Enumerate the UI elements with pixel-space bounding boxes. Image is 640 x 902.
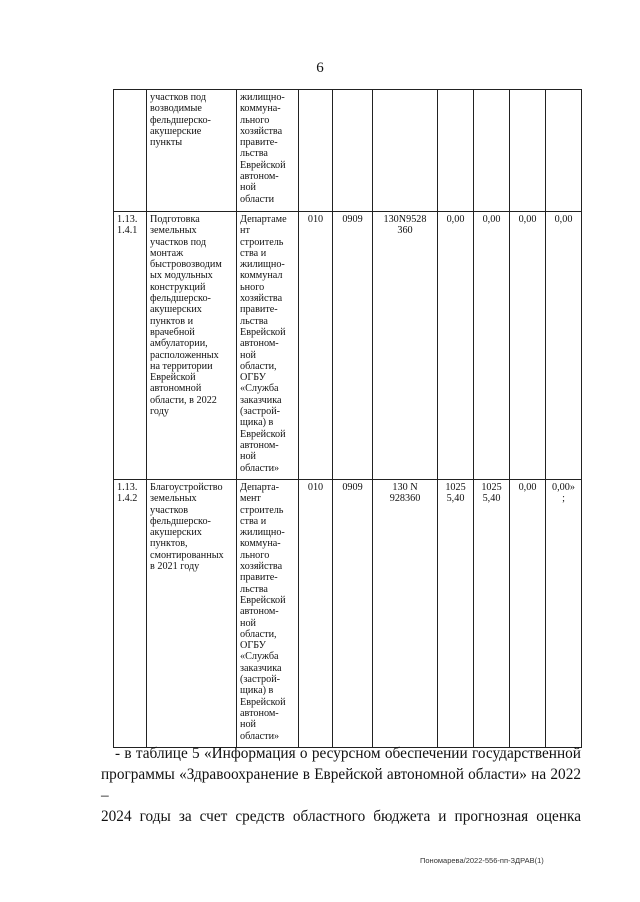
code-target: 130 N 928360 bbox=[373, 480, 438, 748]
table-row bbox=[114, 212, 582, 480]
row-number: 1.13. 1.4.1 bbox=[114, 212, 147, 480]
paragraph-line: - в таблице 5 «Информация о ресурсном обеспечении государственной bbox=[115, 745, 581, 762]
body-paragraph bbox=[101, 743, 581, 827]
row-number: 1.13. 1.4.2 bbox=[114, 480, 147, 748]
executor: Департа- мент строитель ства и жилищно- коммуна- льного хозяйства правите- льства Еврейской автоном- ной области, ОГБУ «Служба заказчика (застрой- щика) в Еврейской автоном- ной области» bbox=[237, 480, 299, 748]
code-section: 0909 bbox=[333, 480, 373, 748]
value-2023: 0,00 bbox=[510, 212, 546, 480]
table-row bbox=[114, 480, 582, 748]
document-footer: Пономарева/2022-556-пп-ЗДРАВ(1) bbox=[420, 856, 544, 865]
value-total: 1025 5,40 bbox=[438, 480, 474, 748]
code-section: 0909 bbox=[333, 212, 373, 480]
value-2022 bbox=[474, 90, 510, 212]
value-2024 bbox=[546, 90, 582, 212]
code-target bbox=[373, 90, 438, 212]
value-2023 bbox=[510, 90, 546, 212]
code-grbs: 010 bbox=[299, 480, 333, 748]
value-2023: 0,00 bbox=[510, 480, 546, 748]
activity-name: Благоустройство земельных участков фельдшерско- акушерских пунктов, смонтированных в 2021 году bbox=[147, 480, 237, 748]
code-grbs bbox=[299, 90, 333, 212]
value-2024: 0,00 bbox=[546, 212, 582, 480]
value-2024: 0,00» ; bbox=[546, 480, 582, 748]
code-target: 130N9528 360 bbox=[373, 212, 438, 480]
value-total bbox=[438, 90, 474, 212]
executor: жилищно- коммуна- льного хозяйства правите- льства Еврейской автоном- ной области bbox=[237, 90, 299, 212]
value-2022: 1025 5,40 bbox=[474, 480, 510, 748]
program-table bbox=[113, 89, 582, 748]
executor: Департаме нт строитель ства и жилищно- коммунал ьного хозяйства правите- льства Еврейской автоном- ной области, ОГБУ «Служба заказчика (застрой- щика) в Еврейской автоном- ной области» bbox=[237, 212, 299, 480]
page-number: 6 bbox=[316, 60, 324, 76]
paragraph-line: 2024 годы за счет средств областного бюджета и прогнозная оценка bbox=[101, 808, 581, 825]
row-number bbox=[114, 90, 147, 212]
paragraph-line: программы «Здравоохранение в Еврейской автономной области» на 2022 – bbox=[101, 766, 581, 804]
table-row bbox=[114, 90, 582, 212]
value-2022: 0,00 bbox=[474, 212, 510, 480]
value-total: 0,00 bbox=[438, 212, 474, 480]
code-grbs: 010 bbox=[299, 212, 333, 480]
activity-name: участков под возводимые фельдшерско- акушерские пункты bbox=[147, 90, 237, 212]
activity-name: Подготовка земельных участков под монтаж быстровозводим ых модульных конструкций фельдшерско- акушерских пунктов и врачебной амбулатории, расположенных на территории Еврейской автономной области, в 2022 году bbox=[147, 212, 237, 480]
code-section bbox=[333, 90, 373, 212]
